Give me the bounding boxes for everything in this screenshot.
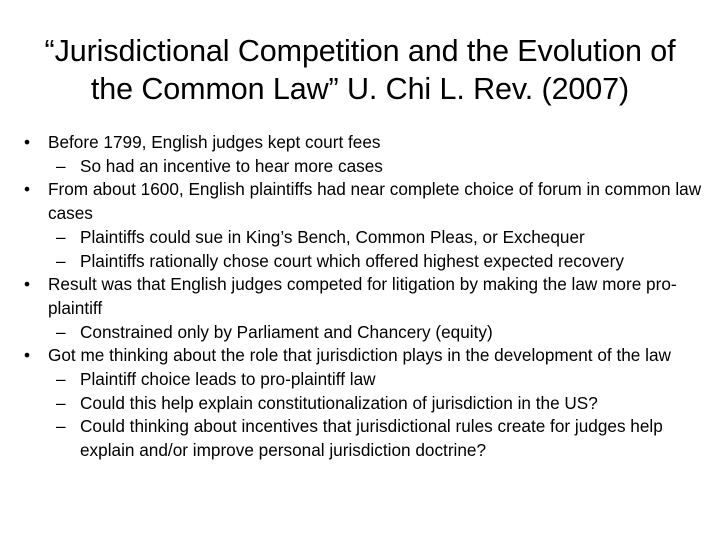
sub-bullet-4-3-text: Could thinking about incentives that jurisdictional rules create for judges help explain and/or improve personal jurisdiction doctrine? bbox=[80, 416, 663, 461]
bullet-2-text: From about 1600, English plaintiffs had near complete choice of forum in common law cases bbox=[48, 179, 702, 224]
sub-bullet-4-2-text: Could this help explain constitutionalization of jurisdiction in the US? bbox=[80, 392, 598, 413]
bullet-marker: • bbox=[24, 132, 31, 152]
sub-bullet-2-2-text: Plaintiffs rationally chose court which offered highest expected recovery bbox=[80, 250, 624, 271]
sub-bullet-2-1 bbox=[0, 226, 720, 250]
bullet-3 bbox=[0, 273, 720, 320]
sub-bullet-4-1-text: Plaintiff choice leads to pro-plaintiff law bbox=[80, 369, 376, 390]
bullet-1 bbox=[0, 131, 720, 155]
title-line-1: “Jurisdictional Competition and the Evolution of bbox=[44, 34, 676, 68]
title-line-2: the Common Law” U. Chi L. Rev. (2007) bbox=[90, 72, 630, 106]
dash-marker: – bbox=[56, 226, 66, 247]
bullet-marker: • bbox=[24, 274, 31, 295]
sub-bullet-3-1-text: Constrained only by Parliament and Chancery (equity) bbox=[80, 321, 493, 342]
bullet-4 bbox=[0, 344, 720, 368]
bullet-marker: • bbox=[24, 179, 31, 200]
slide-title bbox=[10, 32, 710, 108]
bullet-3-text: Result was that English judges competed for litigation by making the law more pro-plaintiff bbox=[48, 274, 677, 318]
bullet-4-text: Got me thinking about the role that jurisdiction plays in the development of the law bbox=[48, 345, 671, 366]
sub-bullet-1-1-text: So had an incentive to hear more cases bbox=[80, 155, 383, 176]
sub-bullet-4-2 bbox=[0, 392, 720, 416]
slide-body bbox=[0, 131, 720, 463]
bullet-marker: • bbox=[24, 345, 31, 366]
bullet-1-text: Before 1799, English judges kept court fees bbox=[48, 132, 381, 152]
dash-marker: – bbox=[56, 155, 66, 176]
dash-marker: – bbox=[56, 392, 66, 413]
sub-bullet-3-1 bbox=[0, 321, 720, 345]
bullet-2 bbox=[0, 178, 720, 225]
sub-bullet-1-1 bbox=[0, 155, 720, 179]
sub-bullet-4-3 bbox=[0, 415, 720, 462]
dash-marker: – bbox=[56, 321, 66, 342]
sub-bullet-4-1 bbox=[0, 368, 720, 392]
sub-bullet-2-2 bbox=[0, 250, 720, 274]
sub-bullet-2-1-text: Plaintiffs could sue in King’s Bench, Common Pleas, or Exchequer bbox=[80, 226, 585, 247]
dash-marker: – bbox=[56, 369, 66, 390]
dash-marker: – bbox=[56, 250, 66, 271]
dash-marker: – bbox=[56, 416, 66, 437]
